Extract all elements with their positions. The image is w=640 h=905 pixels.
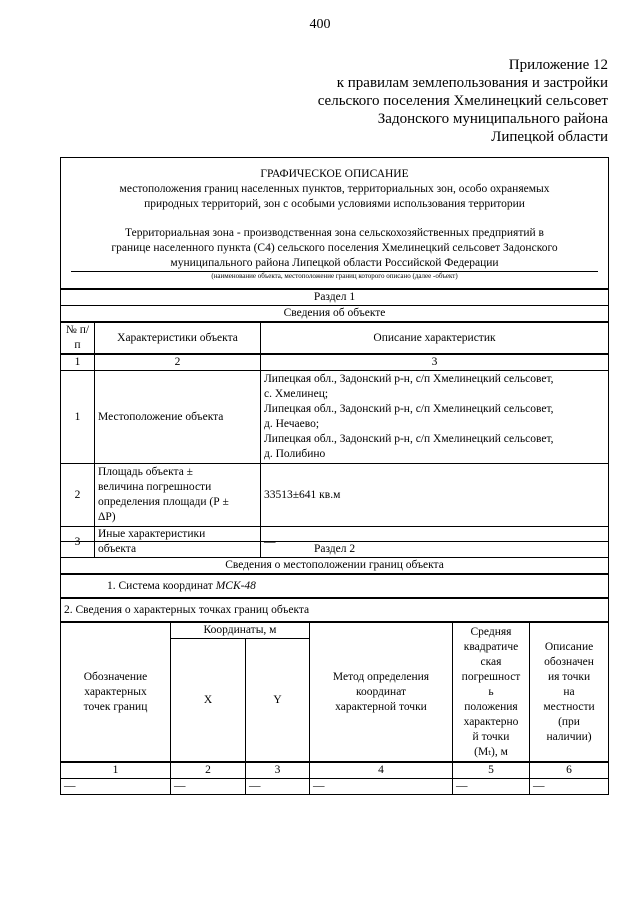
points-title: 2. Сведения о характерных точках границ объекта bbox=[61, 598, 609, 622]
header-line: Средняя bbox=[470, 625, 512, 638]
header-line: наличии) bbox=[546, 730, 592, 743]
desc-line: д. Полибино bbox=[264, 448, 326, 460]
table-cell: — bbox=[453, 779, 530, 795]
row-name bbox=[95, 464, 261, 527]
header-line: Метод определения bbox=[332, 670, 430, 683]
document-subtitle: местоположения границ населенных пунктов, территориальных зон, особо охраняемых bbox=[119, 182, 550, 195]
name-line: Площадь объекта ± bbox=[98, 466, 193, 478]
document-header bbox=[61, 158, 609, 290]
desc-line: Липецкая обл., Задонский р-н, с/п Хмелинецкий сельсовет, bbox=[264, 403, 554, 415]
row-desc bbox=[261, 371, 609, 464]
appendix-line: сельского поселения Хмелинецкий сельсовет bbox=[317, 93, 608, 109]
row-desc: — bbox=[261, 527, 609, 558]
row-num: 3 bbox=[61, 527, 95, 558]
header-line: обозначен bbox=[544, 655, 594, 668]
appendix-line: к правилам землепользования и застройки bbox=[336, 75, 608, 91]
zone-name: границе населенного пункта (С4) сельского поселения Хмелинецкий сельсовет Задонского bbox=[111, 241, 558, 254]
header-line: ь bbox=[488, 685, 494, 698]
appendix-line: Липецкой области bbox=[491, 129, 608, 145]
col-error-header bbox=[453, 622, 530, 762]
appendix-line: Приложение 12 bbox=[508, 57, 608, 73]
table-cell: — bbox=[246, 779, 310, 795]
table-cell: — bbox=[530, 779, 609, 795]
section1-label: Раздел 1 bbox=[61, 289, 609, 306]
col-index: 2 bbox=[171, 762, 246, 779]
zone-name: Территориальная зона - производственная зона сельскохозяйственных предприятий в bbox=[125, 226, 544, 239]
coord-system bbox=[61, 574, 609, 598]
col-char-header: Характеристики объекта bbox=[95, 322, 261, 354]
col-index: 5 bbox=[453, 762, 530, 779]
name-line: величина погрешности bbox=[98, 481, 212, 493]
col-coords-header: Координаты, м bbox=[171, 622, 310, 639]
header-line: характерно bbox=[463, 715, 519, 728]
name-line: объекта bbox=[98, 543, 137, 555]
header-line: местности bbox=[543, 700, 595, 713]
desc-line: Липецкая обл., Задонский р-н, с/п Хмелинецкий сельсовет, bbox=[264, 373, 554, 385]
col-desc-header: Описание характеристик bbox=[261, 322, 609, 354]
table-cell: — bbox=[171, 779, 246, 795]
header-line: точек границ bbox=[83, 700, 148, 713]
header-line: Описание bbox=[544, 640, 594, 653]
zone-name: муниципального района Липецкой области Российской Федерации bbox=[71, 256, 598, 272]
section2-title: Сведения о местоположении границ объекта bbox=[61, 558, 609, 575]
header-line: положения bbox=[464, 700, 518, 713]
section2-label: Раздел 2 bbox=[61, 542, 609, 558]
zone-note: (наименование объекта, местоположение границ которого описано (далее -объект) bbox=[211, 271, 458, 280]
col-index: 3 bbox=[246, 762, 310, 779]
coord-system-prefix: 1. Система координат bbox=[107, 579, 216, 592]
row-num: 1 bbox=[61, 371, 95, 464]
col-y-header: Y bbox=[246, 639, 310, 763]
section1-table bbox=[60, 157, 609, 558]
col-method-header bbox=[310, 622, 453, 762]
row-name: Местоположение объекта bbox=[95, 371, 261, 464]
col-index: 1 bbox=[61, 762, 171, 779]
table-cell: — bbox=[310, 779, 453, 795]
header-line: координат bbox=[355, 685, 407, 698]
col-desc-header bbox=[530, 622, 609, 762]
col-index: 6 bbox=[530, 762, 609, 779]
col-index: 3 bbox=[261, 354, 609, 371]
col-num-header: № п/п bbox=[61, 322, 95, 354]
section1-title: Сведения об объекте bbox=[61, 306, 609, 323]
appendix-block bbox=[188, 56, 608, 146]
col-point-header bbox=[61, 622, 171, 762]
header-line: ская bbox=[480, 655, 502, 668]
document-title: ГРАФИЧЕСКОЕ ОПИСАНИЕ bbox=[260, 167, 409, 180]
header-line: (Mₜ), м bbox=[474, 745, 508, 758]
header-line: характерных bbox=[84, 685, 147, 698]
table-cell: — bbox=[61, 779, 171, 795]
col-index: 1 bbox=[61, 354, 95, 371]
name-line: определения площади (Р ± bbox=[98, 496, 229, 508]
header-line: ия точки bbox=[547, 670, 591, 683]
col-x-header: X bbox=[171, 639, 246, 763]
document-subtitle: природных территорий, зон с особыми условиями использования территории bbox=[144, 197, 525, 210]
section2-table bbox=[60, 541, 609, 795]
desc-line: д. Нечаево; bbox=[264, 418, 320, 430]
col-index: 4 bbox=[310, 762, 453, 779]
desc-line: с. Хмелинец; bbox=[264, 388, 329, 400]
coord-system-value: МСК-48 bbox=[215, 579, 256, 592]
header-line: погрешност bbox=[461, 670, 521, 683]
header-line: Обозначение bbox=[83, 670, 148, 683]
row-num: 2 bbox=[61, 464, 95, 527]
header-line: квадратиче bbox=[463, 640, 519, 653]
name-line: ΔР) bbox=[98, 511, 116, 523]
name-line: Иные характеристики bbox=[98, 528, 206, 540]
desc-line: Липецкая обл., Задонский р-н, с/п Хмелинецкий сельсовет, bbox=[264, 433, 554, 445]
row-desc: 33513±641 кв.м bbox=[261, 464, 609, 527]
header-line: й точки bbox=[472, 730, 510, 743]
page-number: 400 bbox=[309, 17, 331, 32]
header-line: характерной точки bbox=[335, 700, 427, 713]
col-index: 2 bbox=[95, 354, 261, 371]
header-line: (при bbox=[558, 715, 580, 728]
appendix-line: Задонского муниципального района bbox=[377, 111, 608, 127]
header-line: на bbox=[563, 685, 575, 698]
